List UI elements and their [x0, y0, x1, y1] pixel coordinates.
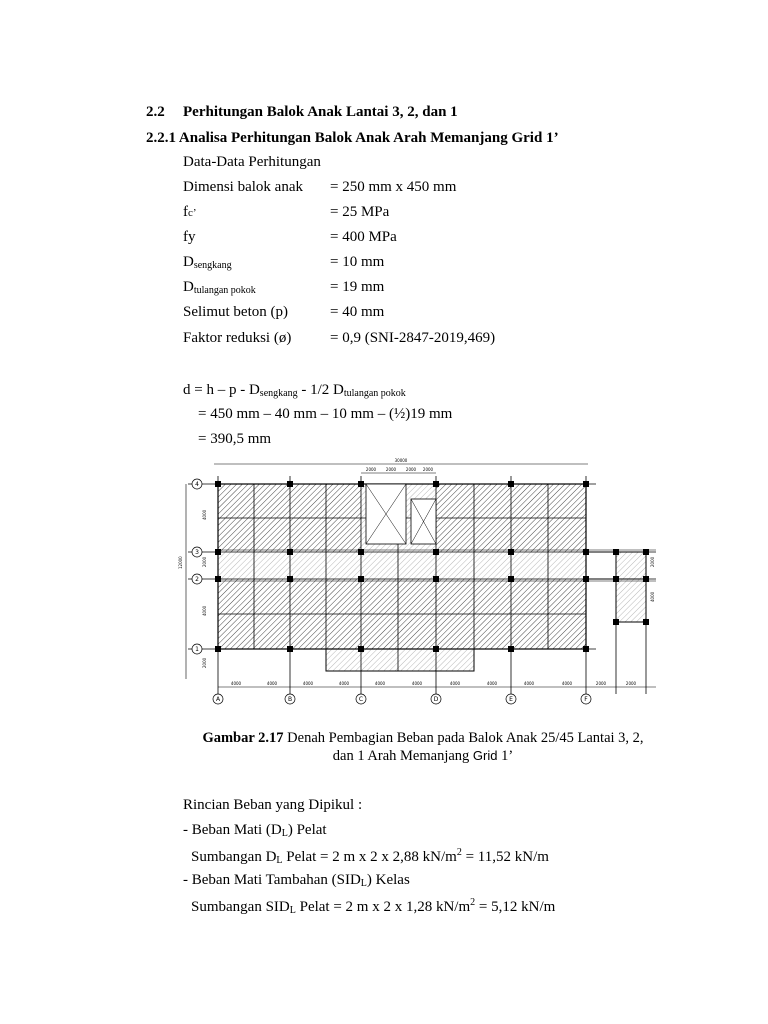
formula-line-2: = 450 mm – 40 mm – 10 mm – (½)19 mm [198, 406, 453, 422]
param-label-fy: fy [183, 229, 196, 245]
param-label-selimut: Selimut beton (p) [183, 304, 288, 320]
grid-label-b: B [287, 696, 293, 703]
bottom-dim-9: 4000 [523, 681, 535, 686]
left-total-dimension-label: 12000 [178, 556, 183, 569]
right-dim-1: 2000 [650, 556, 655, 567]
section-number: 2.2 [146, 104, 165, 120]
floor-plan-drawing [176, 454, 662, 708]
param-value-faktor: = 0,9 (SNI-2847-2019,469) [330, 330, 496, 346]
load-calc-1: Sumbangan $D_L$ Pelat = 2 m x 2 x 2,88 $kN/m^2 = 11,52$ kN/m [191, 847, 549, 866]
bottom-dim-7: 4000 [449, 681, 461, 686]
right-dim-2: 4000 [650, 591, 655, 602]
top-dim-2: 2000 [385, 467, 397, 472]
load-item-1: - Beban Mati $(D_L)$ Pelat [183, 822, 327, 839]
bottom-dim-2: 4000 [266, 681, 278, 686]
param-label-dtulangan: $D_{tulangan pokok}$ [183, 279, 256, 296]
bottom-dim-4: 4000 [338, 681, 350, 686]
param-value-dtulangan: = 19 mm [330, 279, 385, 295]
param-value-selimut: = 40 mm [330, 304, 385, 320]
grid-label-1: 1 [195, 646, 199, 653]
slab-region-stair-annex [616, 552, 646, 622]
slab-region-corridor [218, 552, 586, 579]
grid-label-e: E [509, 696, 513, 703]
left-dim-3: 4000 [202, 605, 207, 616]
top-dim-4: 2000 [422, 467, 434, 472]
grid-label-d: D [433, 696, 439, 703]
param-label-faktor: Faktor reduksi (ø) [183, 330, 292, 346]
bottom-dim-5: 4000 [374, 681, 386, 686]
top-dim-3: 2000 [405, 467, 417, 472]
top-total-dimension-label: 30000 [394, 458, 408, 463]
bottom-dim-12: 2000 [625, 681, 637, 686]
grid-label-f: F [584, 696, 588, 703]
bottom-dim-10: 4000 [561, 681, 573, 686]
param-label-dsengkang: $D_{sengkang}$ [183, 254, 232, 271]
grid-label-3: 3 [195, 549, 199, 556]
param-value-dimensi: = 250 mm x 450 mm [330, 179, 457, 195]
bottom-dim-6: 4000 [411, 681, 423, 686]
param-value-fc: = 25 MPa [330, 204, 390, 220]
slab-region-annex [326, 649, 474, 671]
param-value-dsengkang: = 10 mm [330, 254, 385, 270]
formula-line-1: $d = h - p - D_{sengkang} - 1/2$ $D_{tulangan pokok}$ [183, 382, 406, 399]
load-item-2: - Beban Mati Tambahan $(SID_L)$ Kelas [183, 872, 410, 889]
section-title: Perhitungan Balok Anak Lantai 3, 2, dan 1 [183, 104, 458, 120]
load-calc-2: Sumbangan $SID_L$ Pelat = 2 m x 2 x 1,28 $kN/m^2 = 5,12$ kN/m [191, 897, 556, 916]
data-heading: Data-Data Perhitungan [183, 154, 321, 170]
bottom-dim-11: 2000 [595, 681, 607, 686]
grid-label-4: 4 [195, 481, 199, 488]
param-value-fy: = 400 MPa [330, 229, 397, 245]
subsection-title: 2.2.1 Analisa Perhitungan Balok Anak Arah Memanjang Grid 1’ [146, 130, 559, 146]
left-dim-4: 2000 [202, 657, 207, 668]
formula-line-3: = 390,5 mm [198, 431, 272, 447]
grid-label-2: 2 [195, 576, 199, 583]
left-dim-1: 4000 [202, 509, 207, 520]
figure-caption: Gambar 2.17 Denah Pembagian Beban pada Balok Anak 25/45 Lantai 3, 2, dan 1 Arah Memanjang Grid 1’ [202, 730, 644, 764]
param-label-fc: fc’ [183, 204, 197, 220]
top-dim-1: 2000 [365, 467, 377, 472]
grid-label-c: C [358, 696, 364, 703]
bottom-dim-3: 4000 [302, 681, 314, 686]
left-dim-2: 2000 [202, 556, 207, 567]
param-label-dimensi: Dimensi balok anak [183, 179, 303, 195]
bottom-dim-1: 4000 [230, 681, 242, 686]
bottom-dim-8: 4000 [486, 681, 498, 686]
grid-label-a: A [215, 696, 221, 703]
loads-heading: Rincian Beban yang Dipikul : [183, 797, 363, 813]
